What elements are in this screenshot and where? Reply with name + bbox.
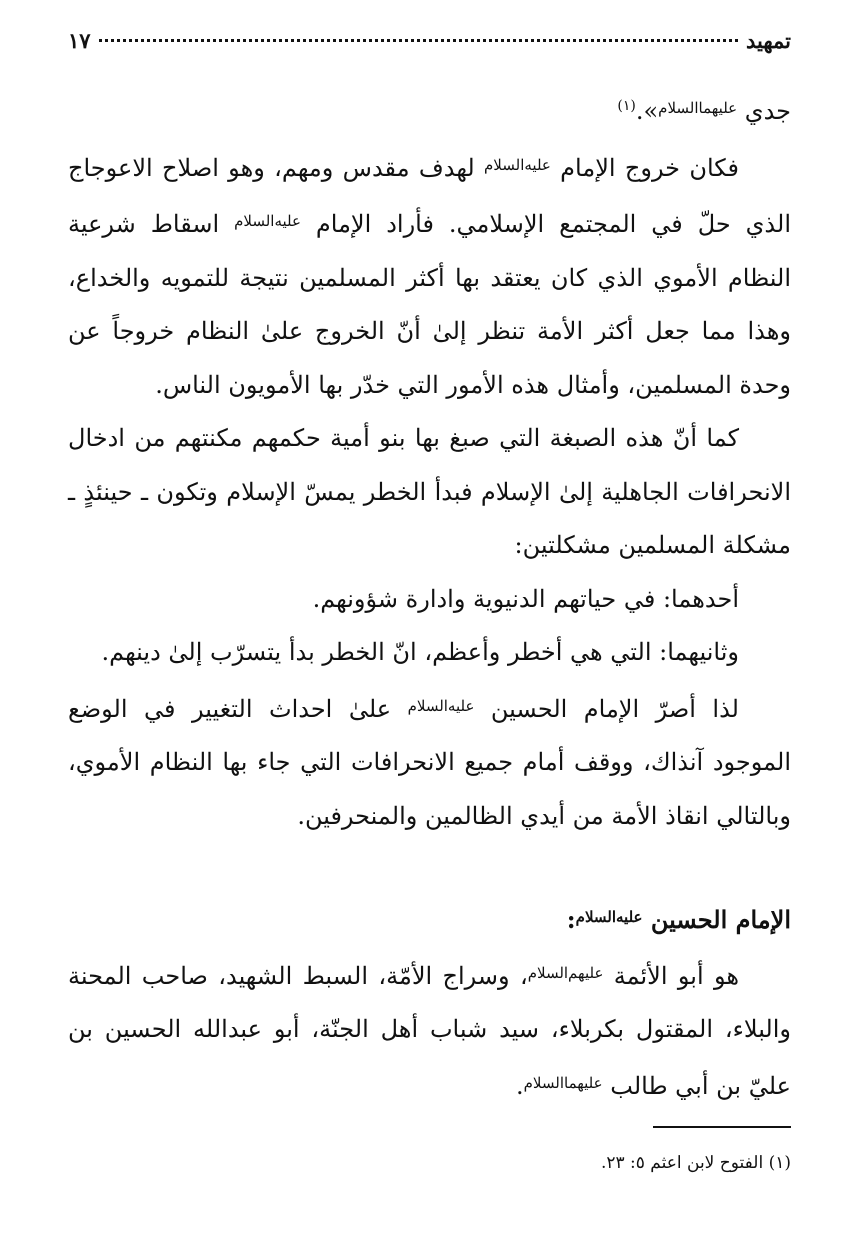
dotted-leader: [99, 39, 738, 42]
text-run: اسقاط شرعية النظام الأموي الذي كان يعتقد بها أكثر المسلمين نتيجة للتمويه والخداع، وهذا مما جعل أكثر الأمة تنظر إلىٰ أنّ الخروج علىٰ النظام خروجاً عن وحدة المسلمين، وأمثال هذه الأمور التي خدّر بها الأمويون الناس.: [68, 210, 791, 399]
paragraph-purpose: [68, 139, 791, 413]
footnote-reference: (١): [617, 98, 636, 114]
honorific-glyph: عليهما‌السلام: [523, 1073, 603, 1092]
honorific-glyph: عليهم‌السلام: [527, 963, 604, 982]
paragraph-second-problem: وثانيهما: التي هي أخطر وأعظم، انّ الخطر بدأ يتسرّب إلىٰ دينهم.: [101, 638, 739, 666]
paragraph-deviations: كما أنّ هذه الصبغة التي صبغ بها بنو أمية حكمهم مكنتهم من ادخال الانحرافات الجاهلية إلىٰ الإسلام فبدأ الخطر يمسّ الإسلام وتكون ـ حينئذٍ ـ مشكلة المسلمين مشكلتين:: [68, 424, 791, 559]
honorific-glyph: عليهما‌السلام: [658, 99, 738, 117]
text-run: هو أبو الأئمة: [613, 961, 739, 990]
section-gap: [68, 843, 791, 891]
paragraph-insistence: [68, 680, 791, 844]
paragraph-biography: [68, 947, 791, 1114]
heading-colon: :: [566, 905, 576, 934]
text-run: جدي: [744, 97, 791, 125]
honorific-glyph: عليه‌السلام: [575, 908, 643, 926]
text-run: ».: [635, 97, 659, 125]
text-run: فكان خروج الإمام: [560, 153, 739, 182]
text-run: لذا أصرّ الإمام الحسين: [490, 694, 739, 723]
running-header: [68, 28, 791, 60]
heading-text: الإمام الحسين: [650, 905, 791, 934]
paragraph-first-problem: أحدهما: في حياتهم الدنيوية وادارة شؤونهم.: [312, 584, 739, 613]
text-run: علىٰ احداث التغيير في الوضع الموجود آنذاك، ووقف أمام جميع الانحرافات التي جاء بها النظام الأموي، وبالتالي انقاذ الأمة من أيدي الظالمين والمنحرفين.: [68, 694, 791, 830]
text-run: لهدف مقدس ومهم، وهو اصلاح الاعوجاج الذي حلّ في المجتمع الإسلامي. فأراد الإمام: [68, 153, 792, 238]
text-run: ، وسراج الأمّة، السبط الشهيد، صاحب المحنة والبلاء، المقتول بكربلاء، سيد شباب أهل الجنّة، أبو عبدالله الحسين بن عليّ بن أبي طالب: [68, 961, 791, 1100]
honorific-glyph: عليه‌السلام: [484, 155, 551, 174]
page-number: ١٧: [68, 28, 91, 53]
paragraph-quote-end: [68, 80, 791, 139]
running-title: تمهيد: [745, 28, 791, 53]
text-run: .: [516, 1071, 524, 1100]
section-heading: [68, 891, 791, 947]
honorific-glyph: عليه‌السلام: [407, 696, 475, 715]
body-text: [68, 80, 791, 1113]
honorific-glyph: عليه‌السلام: [234, 212, 301, 230]
footnote: (١) الفتوح لابن اعثم ٥: ٢٣.: [600, 1153, 791, 1173]
footnote-separator: [653, 1126, 791, 1128]
